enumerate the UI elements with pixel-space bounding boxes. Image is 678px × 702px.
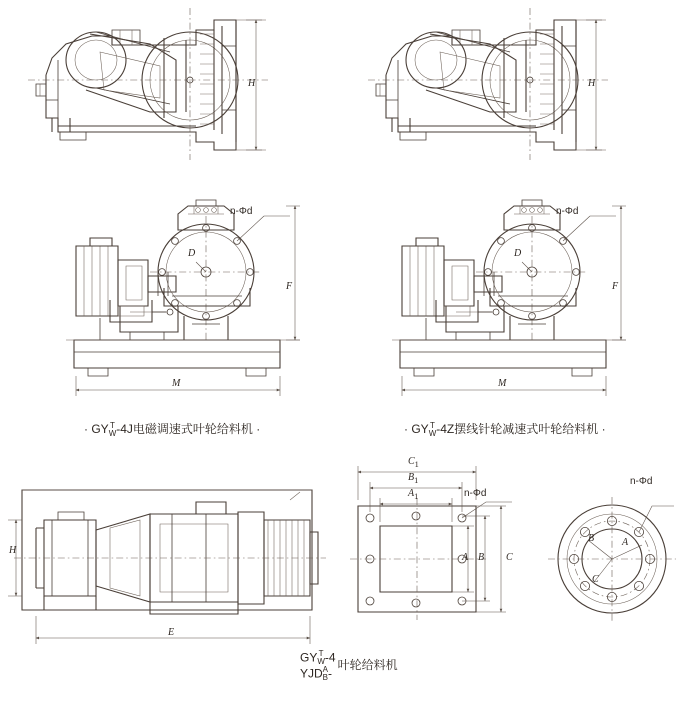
label-c1: $C_1$ [408, 456, 419, 469]
label-h-bottom-left: H [9, 545, 17, 556]
label-circle-b: B [588, 533, 595, 544]
label-circle-c: C [592, 574, 599, 585]
caption-bottom: GY T W -4 YJD A B - 叶轮给料机 [300, 649, 398, 683]
label-e-bottom: E [168, 627, 175, 638]
label-c-square: C [506, 552, 513, 563]
view-square-flange [350, 466, 512, 620]
view-round-flange [548, 497, 676, 621]
view-top-right [368, 8, 608, 160]
view-bottom-left [8, 490, 326, 644]
label-b1: $B_1$ [408, 472, 419, 485]
label-n-phi-d-mid-right: n-Φd [556, 206, 579, 217]
view-middle-right [392, 200, 626, 396]
label-circle-a: A [622, 537, 629, 548]
label-f-right: F [612, 281, 619, 292]
label-a1: $A_1$ [408, 488, 419, 501]
label-n-phi-d-circle: n-Φd [630, 476, 653, 487]
label-n-phi-d-square: n-Φd [464, 488, 487, 499]
label-n-phi-d-mid-left: n-Φd [230, 206, 253, 217]
label-m-right: M [498, 378, 507, 389]
label-h-top-right: H [588, 78, 596, 89]
label-d-right: D [514, 248, 522, 259]
label-h-top-left: H [248, 78, 256, 89]
label-d-left: D [188, 248, 196, 259]
label-m-left: M [172, 378, 181, 389]
label-f-left: F [286, 281, 293, 292]
label-a-square: A [462, 552, 469, 563]
label-b-square: B [478, 552, 485, 563]
view-top-left [28, 8, 268, 160]
caption-right: · GY T W -4Z摆线针轮减速式叶轮给料机 · [404, 420, 606, 438]
view-middle-left [66, 200, 300, 396]
caption-left: · GY T W -4J电磁调速式叶轮给料机 · [84, 420, 261, 438]
